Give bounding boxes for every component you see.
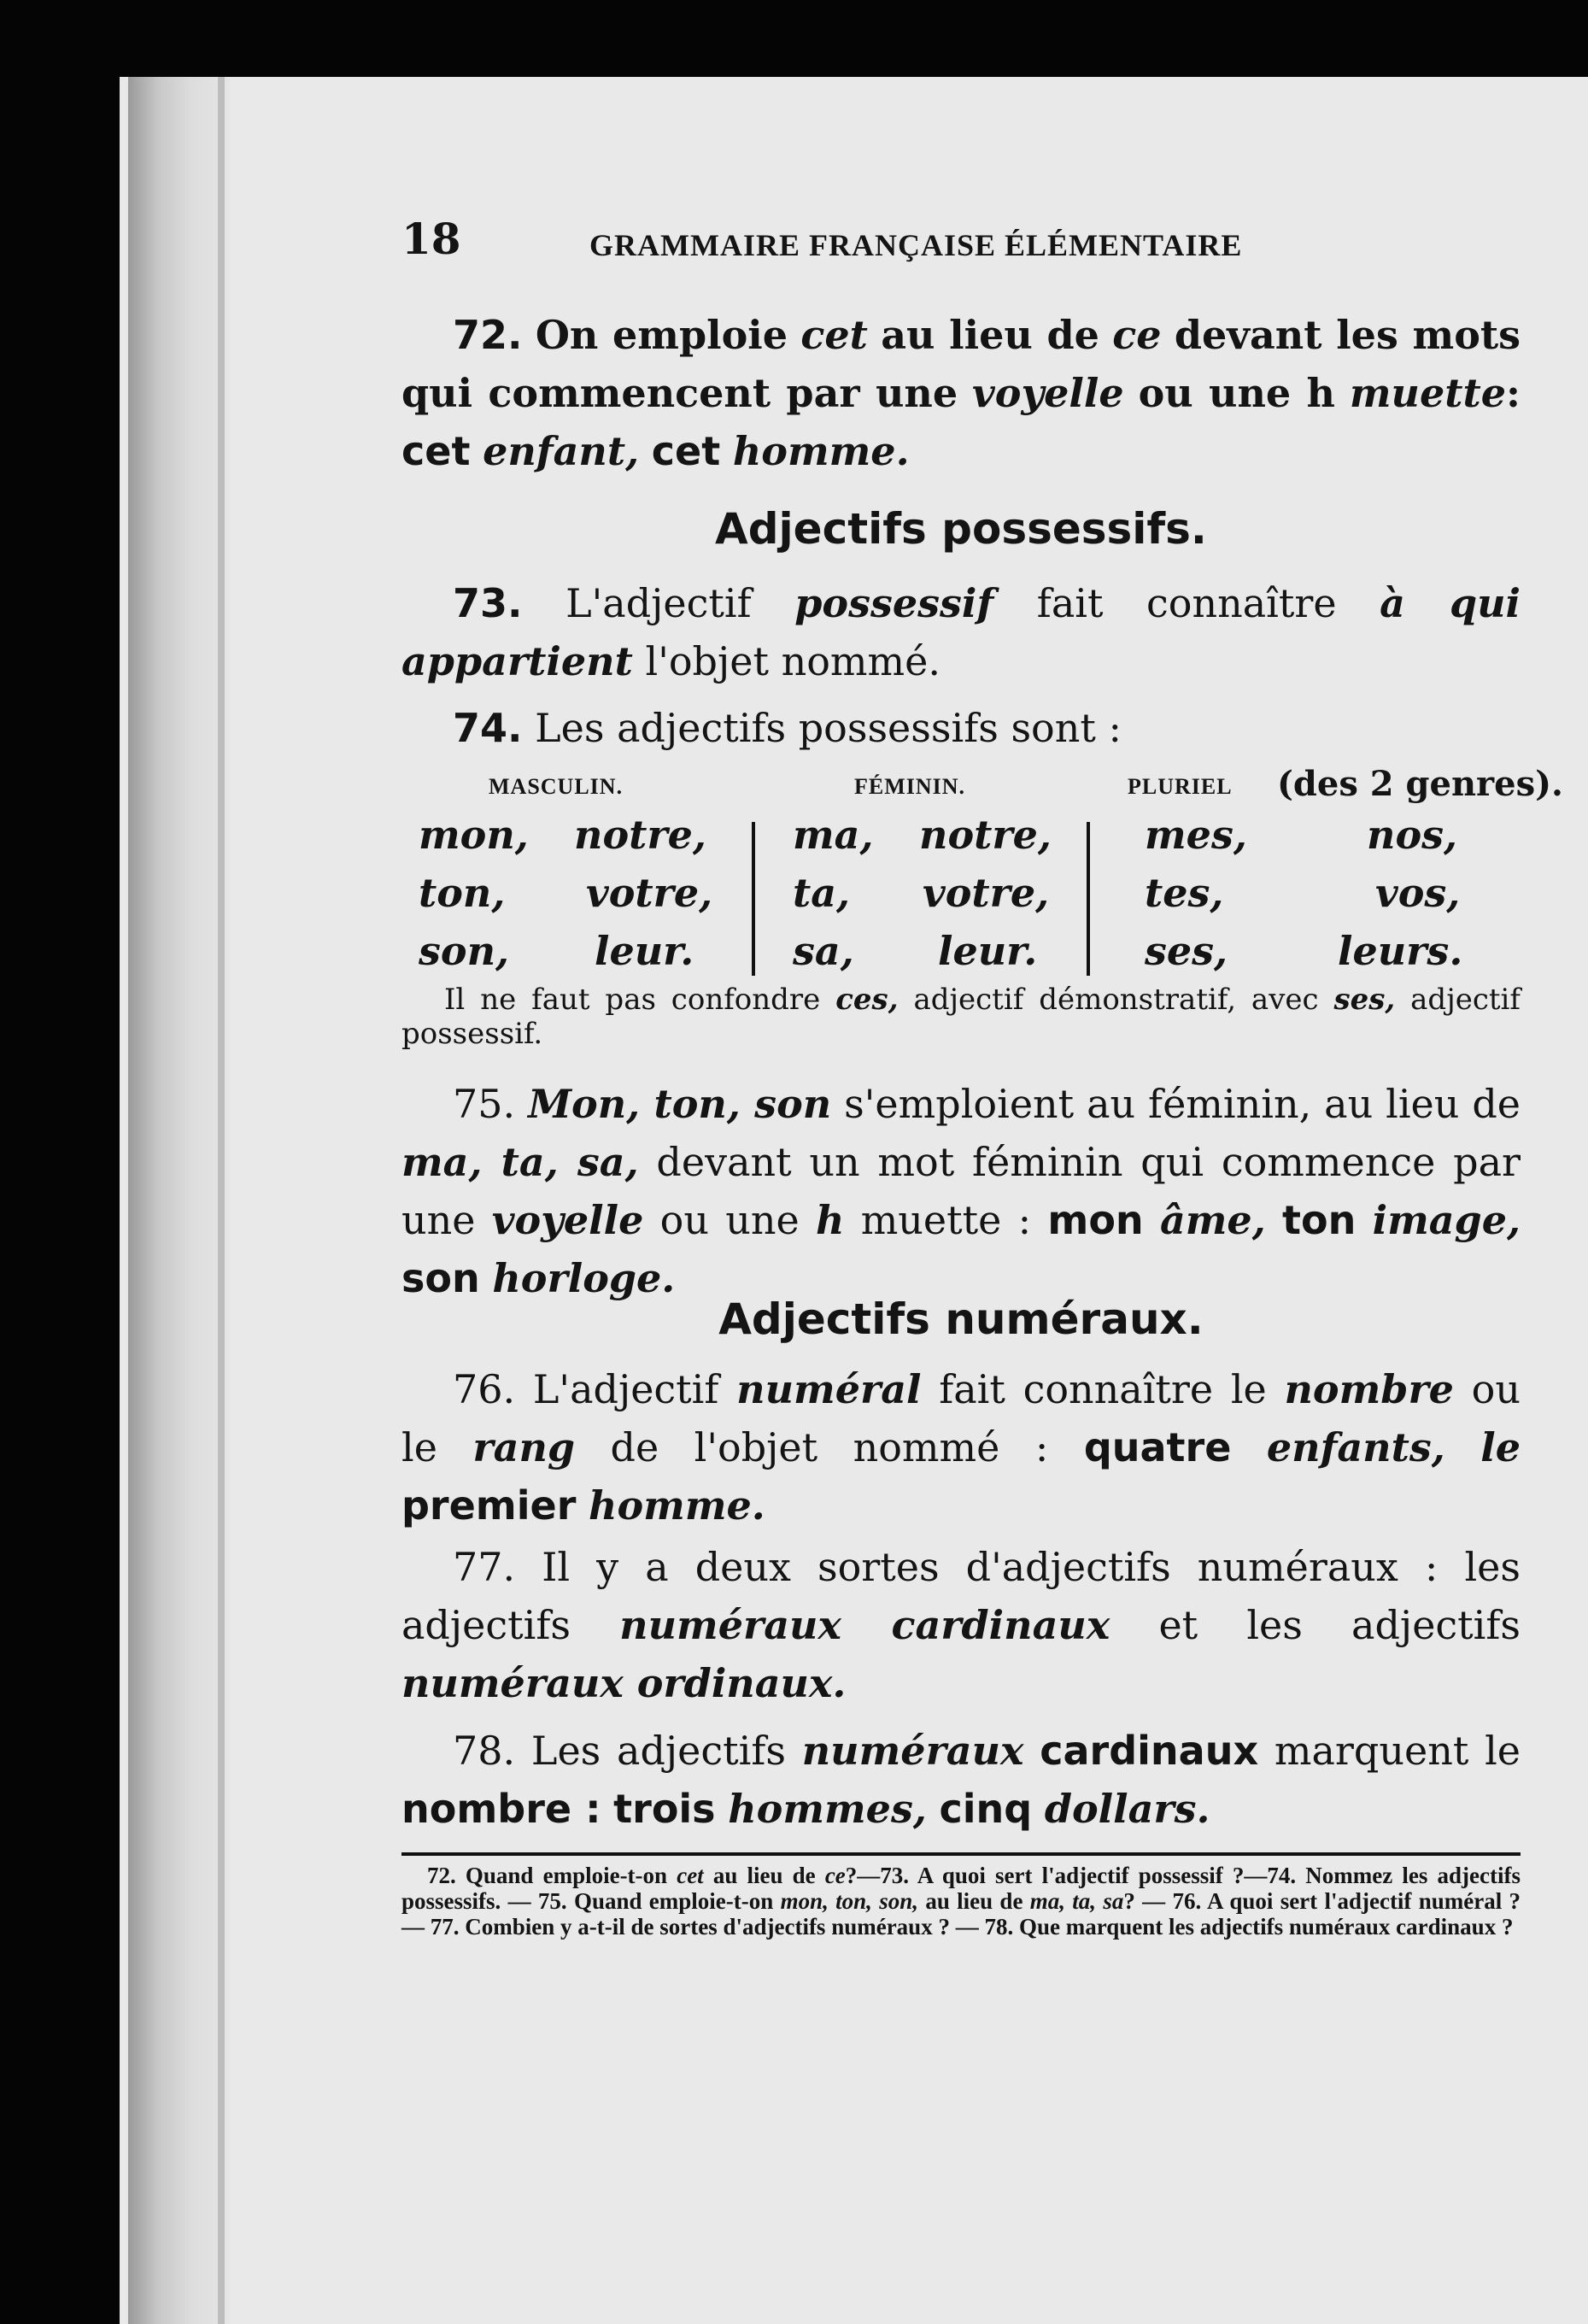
table-cell: notre,: [919, 812, 1052, 858]
table-cell: leur.: [595, 928, 694, 974]
table-cell: tes,: [1145, 870, 1224, 916]
table-cell: votre,: [923, 870, 1050, 916]
page-gutter-shadow: [128, 77, 231, 2324]
paragraph-74: 74. Les adjectifs possessifs sont :: [453, 705, 1122, 751]
table-cell: sa,: [793, 928, 854, 974]
section-heading-possessifs: Adjectifs possessifs.: [715, 504, 1207, 554]
paragraph-75: 75. Mon, ton, son s'emploient au féminin, au lieu de ma, ta, sa, devant un mot féminin qui commence par une voyelle ou une h muette : mon âme, ton image, son horloge.: [401, 1081, 1521, 1301]
table-head-feminin: FÉMININ.: [854, 774, 966, 799]
table-cell: ma,: [793, 812, 874, 858]
table-cell: leurs.: [1338, 928, 1463, 974]
table-cell: notre,: [574, 812, 706, 858]
footnote-rule: [401, 1852, 1521, 1856]
paragraph-72: 72. On emploie cet au lieu de ce devant les mots qui commencent par une voyelle ou une h muette: cet enfant, cet homme.: [401, 312, 1521, 474]
paragraph-77: 77. Il y a deux sortes d'adjectifs numéraux : les adjectifs numéraux cardinaux et les adjectifs numéraux ordinaux.: [401, 1544, 1521, 1706]
section-heading-numeraux: Adjectifs numéraux.: [718, 1294, 1204, 1344]
paragraph-76: 76. L'adjectif numéral fait connaître le nombre ou le rang de l'objet nommé : quatre enfants, le premier homme.: [401, 1366, 1521, 1529]
table-divider: [1087, 822, 1090, 976]
table-cell: ton,: [419, 870, 506, 916]
table-cell: leur.: [938, 928, 1038, 974]
table-head-pluriel: PLURIEL: [1128, 774, 1233, 799]
paragraph-78: 78. Les adjectifs numéraux cardinaux marquent le nombre : trois hommes, cinq dollars.: [401, 1728, 1521, 1832]
page-header: [401, 214, 1521, 273]
table-cell: ta,: [793, 870, 851, 916]
running-title: GRAMMAIRE FRANÇAISE ÉLÉMENTAIRE: [589, 228, 1243, 262]
page-number: 18: [401, 214, 461, 264]
page-gutter-line: [218, 77, 225, 2324]
table-cell: vos,: [1375, 870, 1461, 916]
note-74: Il ne faut pas confondre ces, adjectif démonstratif, avec ses, adjectif possessif.: [401, 983, 1521, 1051]
table-cell: son,: [419, 928, 510, 974]
footnote-questions: 72. Quand emploie-t-on cet au lieu de ce?—73. A quoi sert l'adjectif possessif ?—74. Nommez les adjectifs possessifs. — 75. Quand emploie-t-on mon, ton, son, au lieu de ma, ta, sa? — 76. A quoi sert l'adjectif numéral ? — 77. Combien y a-t-il de sortes d'adjectifs numéraux ? — 78. Que marquent les adjectifs numéraux cardinaux ?: [401, 1863, 1521, 1940]
table-cell: nos,: [1367, 812, 1458, 858]
table-cell: votre,: [586, 870, 713, 916]
table-divider: [752, 822, 755, 976]
table-head-pluriel-note: (des 2 genres).: [1277, 764, 1563, 804]
paragraph-73: 73. L'adjectif possessif fait connaître à qui appartient l'objet nommé.: [401, 580, 1521, 684]
table-cell: mon,: [419, 812, 529, 858]
table-cell: ses,: [1145, 928, 1228, 974]
table-cell: mes,: [1145, 812, 1247, 858]
table-head-masculin: MASCULIN.: [489, 774, 624, 799]
